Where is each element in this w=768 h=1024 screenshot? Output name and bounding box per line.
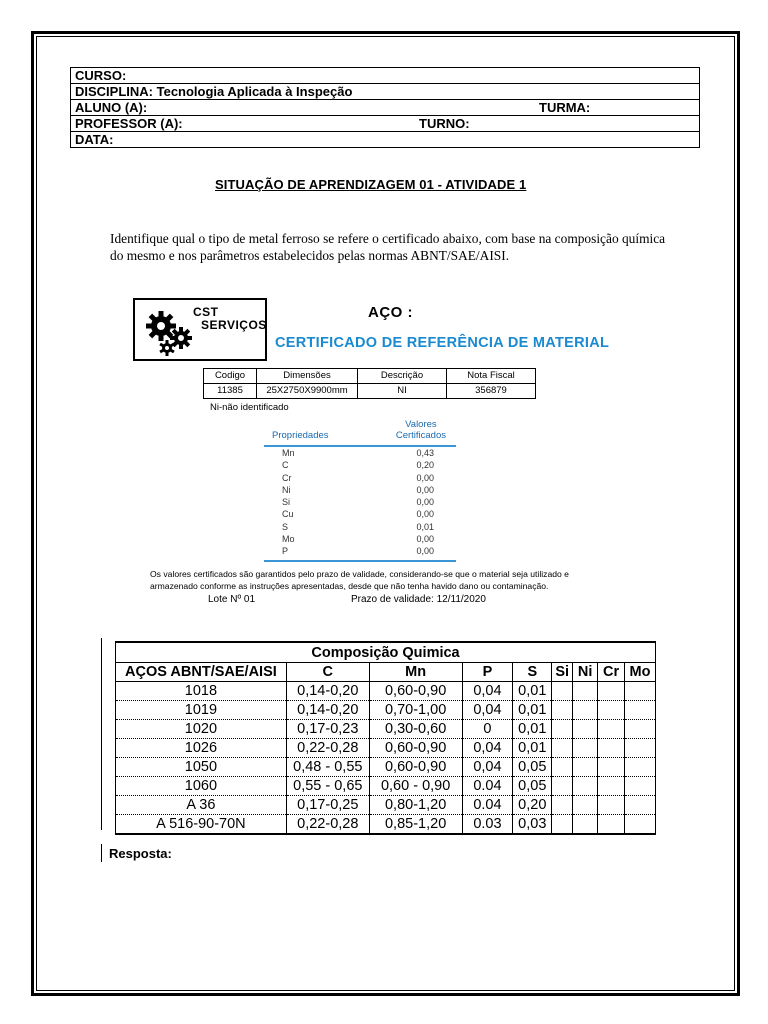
table-cell: 0,01 <box>513 720 552 739</box>
table-cell: A 516-90-70N <box>116 815 287 835</box>
table-cell <box>598 682 625 701</box>
table-cell <box>552 682 573 701</box>
table-cell <box>573 758 598 777</box>
table-cell <box>625 815 656 835</box>
table-cell: 0,20 <box>513 796 552 815</box>
table-cell <box>552 701 573 720</box>
table-cell <box>625 777 656 796</box>
aluno-label: ALUNO (A): <box>75 100 148 115</box>
table-cell <box>598 777 625 796</box>
properties-rows <box>264 447 456 558</box>
table-cell <box>598 815 625 835</box>
header-info-table <box>70 67 700 148</box>
table-cell <box>598 758 625 777</box>
property-row <box>264 484 456 496</box>
curso-field <box>71 68 700 84</box>
property-row <box>264 472 456 484</box>
table-cell <box>573 796 598 815</box>
table-row <box>116 758 656 777</box>
column-header: AÇOS ABNT/SAE/AISI <box>116 663 287 682</box>
table-cell: 0,48 - 0,55 <box>286 758 369 777</box>
values-header <box>396 419 446 441</box>
property-value: 0,00 <box>416 484 434 495</box>
composition-title: Composição Quimica <box>116 642 656 663</box>
table-cell: 0,22-0,28 <box>286 739 369 758</box>
margin-bar <box>101 638 102 830</box>
table-row <box>116 701 656 720</box>
table-cell: 0,60-0,90 <box>369 758 462 777</box>
property-value: 0,00 <box>416 509 434 520</box>
table-cell <box>552 720 573 739</box>
table-cell <box>625 796 656 815</box>
table-cell: 0,60-0,90 <box>369 682 462 701</box>
table-cell <box>552 796 573 815</box>
table-cell: 1018 <box>116 682 287 701</box>
table-cell: 0,01 <box>513 682 552 701</box>
professor-label: PROFESSOR (A): <box>75 116 183 131</box>
company-logo <box>133 298 267 361</box>
property-row <box>264 508 456 520</box>
professor-field <box>71 116 700 132</box>
table-cell <box>573 739 598 758</box>
table-cell: A 36 <box>116 796 287 815</box>
certificate-meta-table <box>203 368 536 399</box>
table-cell: 0.04 <box>462 777 513 796</box>
table-cell <box>625 682 656 701</box>
meta-header: Nota Fiscal <box>447 369 536 384</box>
table-cell <box>625 701 656 720</box>
table-cell: 1060 <box>116 777 287 796</box>
table-cell <box>573 720 598 739</box>
column-header: Cr <box>598 663 625 682</box>
table-cell: 0.03 <box>462 815 513 835</box>
property-row <box>264 533 456 545</box>
certificate-heading: CERTIFICADO DE REFERÊNCIA DE MATERIAL <box>275 335 610 351</box>
table-cell <box>573 701 598 720</box>
table-cell: 0 <box>462 720 513 739</box>
property-row <box>264 496 456 508</box>
steel-label: AÇO : <box>368 304 413 321</box>
table-cell: 0,04 <box>462 682 513 701</box>
property-row <box>264 521 456 533</box>
table-cell <box>598 701 625 720</box>
property-row <box>264 447 456 459</box>
property-name: C <box>282 460 289 471</box>
property-name: Mo <box>282 534 295 545</box>
table-cell: 1050 <box>116 758 287 777</box>
table-cell: 0,85-1,20 <box>369 815 462 835</box>
table-row <box>116 815 656 835</box>
table-cell: 0.04 <box>462 796 513 815</box>
table-cell <box>625 739 656 758</box>
table-row <box>116 739 656 758</box>
table-cell <box>573 682 598 701</box>
table-cell: 0,55 - 0,65 <box>286 777 369 796</box>
property-name: Cr <box>282 472 292 483</box>
values-header-line2: Certificados <box>395 430 446 441</box>
table-cell: 0,04 <box>462 739 513 758</box>
table-cell <box>552 777 573 796</box>
table-cell: 0,17-0,25 <box>286 796 369 815</box>
column-header: Mo <box>625 663 656 682</box>
turma-label: TURMA: <box>539 100 591 115</box>
instruction-text: Identifique qual o tipo de metal ferroso se refere o certificado abaixo, com base na composição química do mesmo e nos parâmetros estabelecidos pelas normas ABNT/SAE/AISI. <box>110 231 666 263</box>
curso-label: CURSO: <box>75 68 127 83</box>
table-cell: 1019 <box>116 701 287 720</box>
table-cell <box>552 758 573 777</box>
table-cell <box>598 796 625 815</box>
table-cell: 0,70-1,00 <box>369 701 462 720</box>
disciplina-field <box>71 84 700 100</box>
property-value: 0,00 <box>416 497 434 508</box>
batch-number: Lote Nº 01 <box>208 594 256 605</box>
logo-text-cst: CST <box>193 305 219 319</box>
table-cell <box>573 815 598 835</box>
table-cell <box>598 720 625 739</box>
table-row <box>116 777 656 796</box>
property-row <box>264 459 456 471</box>
table-cell <box>625 758 656 777</box>
property-name: Ni <box>282 484 291 495</box>
property-name: Si <box>282 497 291 508</box>
property-row <box>264 545 456 557</box>
property-value: 0,00 <box>416 472 434 483</box>
table-cell <box>552 739 573 758</box>
column-header: C <box>286 663 369 682</box>
table-row <box>116 720 656 739</box>
table-cell: 0,01 <box>513 739 552 758</box>
property-name: Cu <box>282 509 294 520</box>
table-cell: 0,04 <box>462 758 513 777</box>
table-cell: 0,05 <box>513 777 552 796</box>
property-name: S <box>282 521 289 532</box>
table-cell: 1026 <box>116 739 287 758</box>
data-label: DATA: <box>75 132 114 147</box>
table-cell: 0,01 <box>513 701 552 720</box>
table-cell: 1020 <box>116 720 287 739</box>
margin-bar <box>101 844 102 862</box>
meta-header: Codigo <box>204 369 257 384</box>
ni-note: Ni-não identificado <box>210 402 289 413</box>
meta-value: 11385 <box>204 384 257 399</box>
meta-header: Dimensões <box>257 369 358 384</box>
aluno-field <box>71 100 700 116</box>
table-cell: 0,22-0,28 <box>286 815 369 835</box>
column-header: P <box>462 663 513 682</box>
column-header: Ni <box>573 663 598 682</box>
column-header: Si <box>552 663 573 682</box>
table-cell: 0,03 <box>513 815 552 835</box>
table-cell <box>625 720 656 739</box>
meta-value: 356879 <box>447 384 536 399</box>
property-value: 0,00 <box>416 534 434 545</box>
table-cell: 0,14-0,20 <box>286 701 369 720</box>
expiry-date: Prazo de validade: 12/11/2020 <box>351 594 486 605</box>
disciplina-label: DISCIPLINA: Tecnologia Aplicada à Inspeção <box>75 84 353 99</box>
table-cell: 0,05 <box>513 758 552 777</box>
property-value: 0,20 <box>416 460 434 471</box>
table-cell: 0,60-0,90 <box>369 739 462 758</box>
table-cell <box>573 777 598 796</box>
table-cell: 0,60 - 0,90 <box>369 777 462 796</box>
logo-text-servicos: SERVIÇOS <box>201 318 267 332</box>
property-name: Mn <box>282 448 295 458</box>
page-title: SITUAÇÃO DE APRENDIZAGEM 01 - ATIVIDADE 1 <box>215 177 527 192</box>
validity-note: Os valores certificados são garantidos pelo prazo de validade, considerando-se que o material seja utilizado e armazenado conforme as instruções apresentadas, desde que não tenha havido dano ou contaminação. <box>150 569 569 591</box>
meta-value: 25X2750X9900mm <box>257 384 358 399</box>
answer-label: Resposta: <box>109 846 172 861</box>
table-cell <box>598 739 625 758</box>
properties-table <box>264 419 456 562</box>
column-header: S <box>513 663 552 682</box>
properties-header: Propriedades <box>272 430 329 441</box>
column-header: Mn <box>369 663 462 682</box>
table-row <box>116 682 656 701</box>
turno-label: TURNO: <box>419 116 470 131</box>
table-cell: 0,17-0,23 <box>286 720 369 739</box>
meta-value: NI <box>358 384 447 399</box>
property-name: P <box>282 546 289 557</box>
property-value: 0,43 <box>416 448 434 458</box>
property-value: 0,01 <box>416 521 434 532</box>
table-cell <box>552 815 573 835</box>
composition-table <box>115 641 656 835</box>
table-cell: 0,04 <box>462 701 513 720</box>
meta-header: Descrição <box>358 369 447 384</box>
table-cell: 0,80-1,20 <box>369 796 462 815</box>
property-value: 0,00 <box>416 546 434 557</box>
table-row <box>116 796 656 815</box>
table-cell: 0,14-0,20 <box>286 682 369 701</box>
data-field <box>71 132 700 148</box>
values-header-line1: Valores <box>405 419 437 430</box>
table-cell: 0,30-0,60 <box>369 720 462 739</box>
